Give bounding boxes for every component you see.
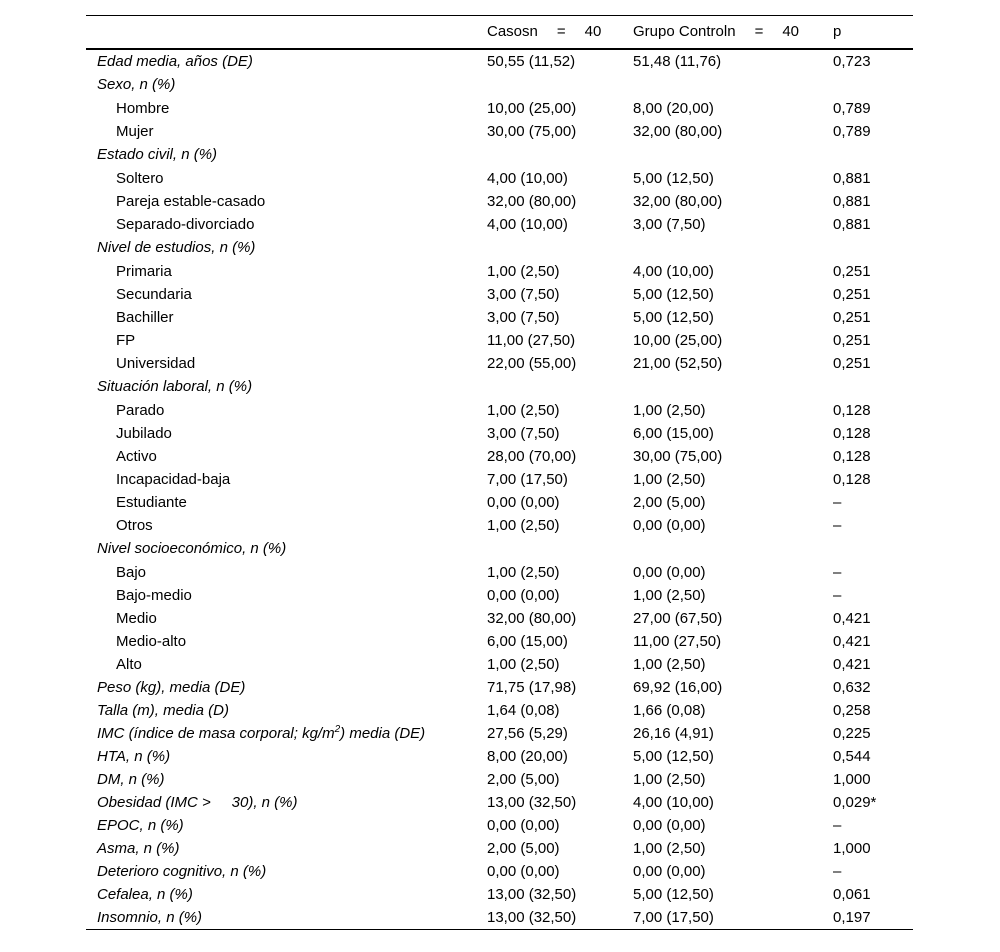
casos-value: 22,00 (55,00) [487, 355, 577, 372]
table-row [86, 97, 913, 120]
control-value: 5,00 (12,50) [633, 170, 714, 187]
header-casos: Casosn = 40 [487, 23, 602, 40]
row-label: Medio [116, 610, 157, 627]
row-label: Otros [116, 517, 153, 534]
casos-value: 1,00 (2,50) [487, 656, 560, 673]
table-row [86, 375, 913, 399]
row-label: Insomnio, n (%) [97, 909, 203, 926]
row-label: HTA, n (%) [97, 748, 171, 765]
table-row [86, 699, 913, 722]
control-value: 0,00 (0,00) [633, 517, 706, 534]
table-row [86, 630, 913, 653]
p-value: 0,128 [833, 402, 871, 419]
control-value: 32,00 (80,00) [633, 193, 723, 210]
casos-value: 2,00 (5,00) [487, 771, 560, 788]
casos-value: 0,00 (0,00) [487, 863, 560, 880]
table-row [86, 653, 913, 676]
table-row [86, 329, 913, 352]
row-label: Deterioro cognitivo, n (%) [97, 863, 267, 880]
control-value: 5,00 (12,50) [633, 309, 714, 326]
p-value: 0,128 [833, 448, 871, 465]
row-label: DM, n (%) [97, 771, 165, 788]
table-row [86, 768, 913, 791]
row-label: Secundaria [116, 286, 192, 303]
superscript: 2 [334, 724, 341, 735]
table-row [86, 883, 913, 906]
table-row [86, 399, 913, 422]
row-label: Nivel socioeconómico, n (%) [97, 540, 287, 557]
table-row [86, 468, 913, 491]
table-row [86, 537, 913, 561]
p-value: – [833, 863, 842, 880]
control-value: 11,00 (27,50) [633, 633, 722, 650]
p-value: 0,128 [833, 425, 871, 442]
data-table [86, 15, 913, 930]
p-value: 0,789 [833, 123, 871, 140]
casos-value: 71,75 (17,98) [487, 679, 577, 696]
control-value: 21,00 (52,50) [633, 355, 723, 372]
row-label: Hombre [116, 100, 170, 117]
casos-value: 13,00 (32,50) [487, 794, 577, 811]
casos-value: 1,00 (2,50) [487, 564, 560, 581]
table-row [86, 213, 913, 236]
casos-value: 50,55 (11,52) [487, 53, 576, 70]
control-value: 2,00 (5,00) [633, 494, 706, 511]
row-label: Sexo, n (%) [97, 76, 176, 93]
casos-value: 8,00 (20,00) [487, 748, 568, 765]
p-value: 0,128 [833, 471, 871, 488]
casos-value: 0,00 (0,00) [487, 817, 560, 834]
p-value: 0,544 [833, 748, 871, 765]
table-row [86, 837, 913, 860]
casos-value: 2,00 (5,00) [487, 840, 560, 857]
casos-value: 0,00 (0,00) [487, 587, 560, 604]
casos-value: 4,00 (10,00) [487, 216, 568, 233]
table-bottom-rule [86, 929, 913, 930]
casos-value: 32,00 (80,00) [487, 610, 577, 627]
p-value: – [833, 564, 842, 581]
p-value: 0,251 [833, 286, 871, 303]
table-row [86, 236, 913, 260]
table-row [86, 607, 913, 630]
control-value: 4,00 (10,00) [633, 794, 714, 811]
control-value: 3,00 (7,50) [633, 216, 706, 233]
row-label: Separado-divorciado [116, 216, 255, 233]
table-row [86, 283, 913, 306]
row-label: Mujer [116, 123, 154, 140]
row-label: Pareja estable-casado [116, 193, 266, 210]
control-value: 30,00 (75,00) [633, 448, 723, 465]
p-value: 0,723 [833, 53, 871, 70]
row-label: Soltero [116, 170, 164, 187]
p-value: 0,251 [833, 355, 871, 372]
control-value: 5,00 (12,50) [633, 748, 714, 765]
table-row [86, 352, 913, 375]
casos-value: 10,00 (25,00) [487, 100, 577, 117]
control-value: 0,00 (0,00) [633, 817, 706, 834]
p-value: 0,421 [833, 656, 871, 673]
casos-value: 13,00 (32,50) [487, 909, 577, 926]
p-value: – [833, 587, 842, 604]
row-label: Incapacidad-baja [116, 471, 231, 488]
row-label: Estudiante [116, 494, 187, 511]
control-value: 51,48 (11,76) [633, 53, 722, 70]
control-value: 1,00 (2,50) [633, 840, 706, 857]
table-row [86, 491, 913, 514]
casos-value: 1,00 (2,50) [487, 263, 560, 280]
casos-value: 30,00 (75,00) [487, 123, 577, 140]
casos-value: 1,00 (2,50) [487, 402, 560, 419]
p-value: – [833, 817, 842, 834]
header-p: p [833, 23, 842, 40]
table-row [86, 50, 913, 73]
row-label: FP [116, 332, 136, 349]
p-value: 0,881 [833, 193, 871, 210]
casos-value: 3,00 (7,50) [487, 425, 560, 442]
casos-value: 1,64 (0,08) [487, 702, 560, 719]
p-value: 0,881 [833, 216, 871, 233]
p-value: – [833, 517, 842, 534]
row-label: Cefalea, n (%) [97, 886, 193, 903]
casos-value: 11,00 (27,50) [487, 332, 576, 349]
row-label: EPOC, n (%) [97, 817, 184, 834]
control-value: 1,00 (2,50) [633, 771, 706, 788]
p-value: 0,225 [833, 725, 871, 742]
casos-value: 13,00 (32,50) [487, 886, 577, 903]
p-value: – [833, 494, 842, 511]
table-row [86, 190, 913, 213]
table-row [86, 306, 913, 329]
row-label: Universidad [116, 355, 196, 372]
header-grupo-control: Grupo Controln = 40 [633, 23, 800, 40]
table-row [86, 906, 913, 929]
control-value: 0,00 (0,00) [633, 863, 706, 880]
p-value: 0,061 [833, 886, 871, 903]
row-label: Edad media, años (DE) [97, 53, 253, 70]
table-body [86, 50, 913, 929]
table-row [86, 167, 913, 190]
row-label: Nivel de estudios, n (%) [97, 239, 256, 256]
table-row [86, 120, 913, 143]
control-value: 1,00 (2,50) [633, 656, 706, 673]
table-row [86, 422, 913, 445]
casos-value: 3,00 (7,50) [487, 286, 560, 303]
control-value: 32,00 (80,00) [633, 123, 723, 140]
control-value: 10,00 (25,00) [633, 332, 723, 349]
control-value: 5,00 (12,50) [633, 886, 714, 903]
control-value: 4,00 (10,00) [633, 263, 714, 280]
table-row [86, 561, 913, 584]
row-label: Bachiller [116, 309, 174, 326]
p-value: 0,881 [833, 170, 871, 187]
casos-value: 0,00 (0,00) [487, 494, 560, 511]
control-value: 0,00 (0,00) [633, 564, 706, 581]
p-value: 0,251 [833, 309, 871, 326]
p-value: 0,421 [833, 633, 871, 650]
p-value: 0,258 [833, 702, 871, 719]
table-row [86, 745, 913, 768]
table-row [86, 445, 913, 468]
p-value: 0,251 [833, 263, 871, 280]
row-label: Primaria [116, 263, 172, 280]
table-row [86, 860, 913, 883]
control-value: 27,00 (67,50) [633, 610, 723, 627]
row-label: Bajo [116, 564, 147, 581]
table-row [86, 676, 913, 699]
row-label: Medio-alto [116, 633, 187, 650]
control-value: 7,00 (17,50) [633, 909, 714, 926]
p-value: 0,197 [833, 909, 871, 926]
row-label: Asma, n (%) [97, 840, 180, 857]
table-row [86, 584, 913, 607]
p-value: 0,029* [833, 794, 877, 811]
table-row [86, 514, 913, 537]
control-value: 1,66 (0,08) [633, 702, 706, 719]
p-value: 0,632 [833, 679, 871, 696]
table-row [86, 722, 913, 745]
row-label: Peso (kg), media (DE) [97, 679, 246, 696]
p-value: 1,000 [833, 771, 871, 788]
p-value: 0,421 [833, 610, 871, 627]
casos-value: 6,00 (15,00) [487, 633, 568, 650]
table-row [86, 814, 913, 837]
control-value: 69,92 (16,00) [633, 679, 723, 696]
casos-value: 32,00 (80,00) [487, 193, 577, 210]
casos-value: 27,56 (5,29) [487, 725, 568, 742]
table-row [86, 73, 913, 97]
control-value: 1,00 (2,50) [633, 587, 706, 604]
table-row [86, 791, 913, 814]
table-row [86, 143, 913, 167]
row-label: Alto [116, 656, 142, 673]
row-label: Obesidad (IMC > 30), n (%) [97, 794, 298, 811]
casos-value: 28,00 (70,00) [487, 448, 577, 465]
row-label: IMC (índice de masa corporal; $kg/m^2$) media (DE) [97, 724, 426, 742]
control-value: 26,16 (4,91) [633, 725, 714, 742]
table-row [86, 260, 913, 283]
control-value: 1,00 (2,50) [633, 471, 706, 488]
p-value: 1,000 [833, 840, 871, 857]
control-value: 1,00 (2,50) [633, 402, 706, 419]
row-label: Parado [116, 402, 165, 419]
casos-value: 3,00 (7,50) [487, 309, 560, 326]
casos-value: 4,00 (10,00) [487, 170, 568, 187]
row-label: Estado civil, n (%) [97, 146, 218, 163]
row-label: Situación laboral, n (%) [97, 378, 253, 395]
row-label: Activo [116, 448, 157, 465]
p-value: 0,251 [833, 332, 871, 349]
control-value: 5,00 (12,50) [633, 286, 714, 303]
row-label: Talla (m), media (D) [97, 702, 229, 719]
row-label: Bajo-medio [116, 587, 192, 604]
casos-value: 1,00 (2,50) [487, 517, 560, 534]
table-header [86, 15, 913, 50]
row-label: Jubilado [116, 425, 172, 442]
control-value: 6,00 (15,00) [633, 425, 714, 442]
p-value: 0,789 [833, 100, 871, 117]
casos-value: 7,00 (17,50) [487, 471, 568, 488]
control-value: 8,00 (20,00) [633, 100, 714, 117]
